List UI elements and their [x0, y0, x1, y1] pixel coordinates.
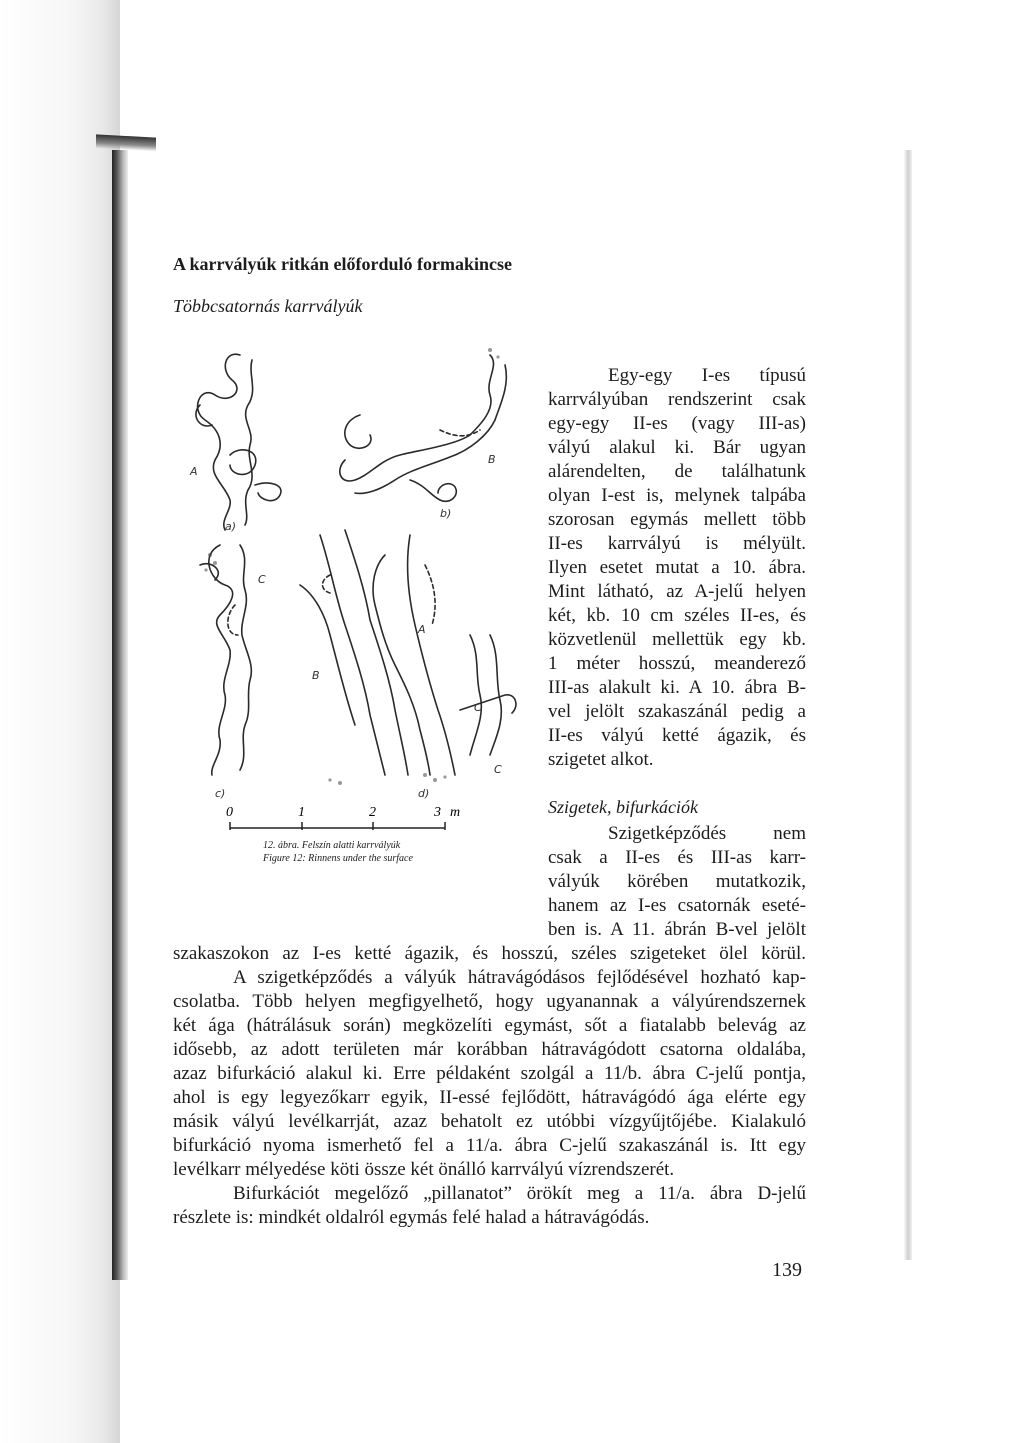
body-line: ahol is egy legyezőkarr egyik, II-essé fejlődött, hátravágódó ága elérte egy: [173, 1087, 806, 1108]
column-line: karrvályúban rendszerint csak: [548, 389, 806, 410]
body-line: idősebb, az adott területen már korábban hátravágódott csatorna oldalába,: [173, 1039, 806, 1060]
figure-label-C1: C: [258, 573, 266, 586]
column-line: 1 méter hosszú, meanderező: [548, 653, 806, 674]
column-line: II-es karrvályú is mélyült.: [548, 533, 806, 554]
book-spine: [112, 150, 128, 1280]
figure-label-B1: B: [488, 453, 496, 466]
column-line: hanem az I-es csatornák eseté-: [548, 895, 806, 916]
scale-label-2: 2: [369, 805, 376, 820]
column-line: közvetlenül mellettük egy kb.: [548, 629, 806, 650]
page-shadow: [0, 0, 120, 1443]
body-line: A szigetképződés a vályúk hátravágódásos fejlődésével hozható kap-: [233, 967, 806, 988]
figure-label-A1: A: [190, 465, 198, 478]
page-edge: [904, 150, 912, 1260]
column-line: Mint látható, az A-jelű helyen: [548, 581, 806, 602]
column-line: vel jelölt szakaszánál pedig a: [548, 701, 806, 722]
panel-label-d: d): [418, 787, 430, 800]
subheading-islands: Szigetek, bifurkációk: [548, 797, 698, 817]
figure-12-sketch: [170, 335, 550, 835]
column-line: szorosan egymás mellett több: [548, 509, 806, 530]
column-line: szigetet alkot.: [548, 749, 654, 770]
column-line: egy-egy II-es (vagy III-as): [548, 413, 806, 434]
figure-caption-en: Figure 12: Rinnens under the surface: [263, 853, 413, 864]
body-line: azaz bifurkáció alakul ki. Erre példaként szolgál a 11/b. ábra C-jelű pontja,: [173, 1063, 806, 1084]
section-title: A karrvályúk ritkán előforduló formakincse: [173, 254, 513, 274]
body-line: másik vályú levélkarrját, azaz behatolt ez utóbbi vízgyűjtőjébe. Kialakuló: [173, 1111, 806, 1132]
figure-label-A2: A: [418, 623, 426, 636]
body-line: szakaszokon az I-es ketté ágazik, és hosszú, széles szigeteket ölel körül.: [173, 943, 806, 964]
column-line: Egy-egy I-es típusú: [608, 365, 806, 386]
figure-label-C3: C: [494, 763, 502, 776]
figure-label-C2: C: [474, 701, 482, 714]
body-line: csolatba. Több helyen megfigyelhető, hogy ugyanannak a vályúrendszernek: [173, 991, 806, 1012]
column-line: III-as alakult ki. A 10. ábra B-: [548, 677, 806, 698]
scale-label-3: 3: [434, 805, 441, 820]
column-line: Ilyen esetet mutat a 10. ábra.: [548, 557, 806, 578]
body-line: Bifurkációt megelőző „pillanatot” örökít meg a 11/a. ábra D-jelű: [233, 1183, 806, 1204]
column-line: alárendelten, de találhatunk: [548, 461, 806, 482]
column-line: vályú alakul ki. Bár ugyan: [548, 437, 806, 458]
scale-label-0: 0: [226, 805, 233, 820]
body-line: részlete is: mindkét oldalról egymás felé halad a hátravágódás.: [173, 1207, 650, 1228]
column-line: két, kb. 10 cm széles II-es, és: [548, 605, 806, 626]
column-line: vályúk körében mutatkozik,: [548, 871, 806, 892]
subsection-title: Többcsatornás karrvályúk: [173, 296, 363, 316]
column-line: csak a II-es és III-as karr-: [548, 847, 806, 868]
figure-label-B2: B: [312, 669, 320, 682]
scale-label-1: 1: [298, 805, 305, 820]
panel-label-b: b): [440, 507, 452, 520]
body-line: két ága (hátrálásuk során) megközelíti egymást, sőt a fiatalabb belevág az: [173, 1015, 806, 1036]
column-line: olyan I-est is, melynek talpába: [548, 485, 806, 506]
panel-label-a: a): [225, 520, 237, 533]
body-line: bifurkáció nyoma ismerhető fel a 11/a. ábra C-jelű szakaszánál is. Itt egy: [173, 1135, 806, 1156]
column-line: ben is. A 11. ábrán B-vel jelölt: [548, 919, 806, 940]
body-line: levélkarr mélyedése köti össze két önálló karrvályú vízrendszerét.: [173, 1159, 675, 1180]
panel-label-c: c): [215, 787, 226, 800]
scale-label-m: m: [450, 805, 461, 820]
column-line: Szigetképződés nem: [608, 823, 806, 844]
column-line: II-es vályú ketté ágazik, és: [548, 725, 806, 746]
page-number: 139: [772, 1259, 802, 1281]
figure-caption-hu: 12. ábra. Felszín alatti karrvályúk: [263, 840, 401, 851]
scale-bar: [210, 800, 480, 834]
